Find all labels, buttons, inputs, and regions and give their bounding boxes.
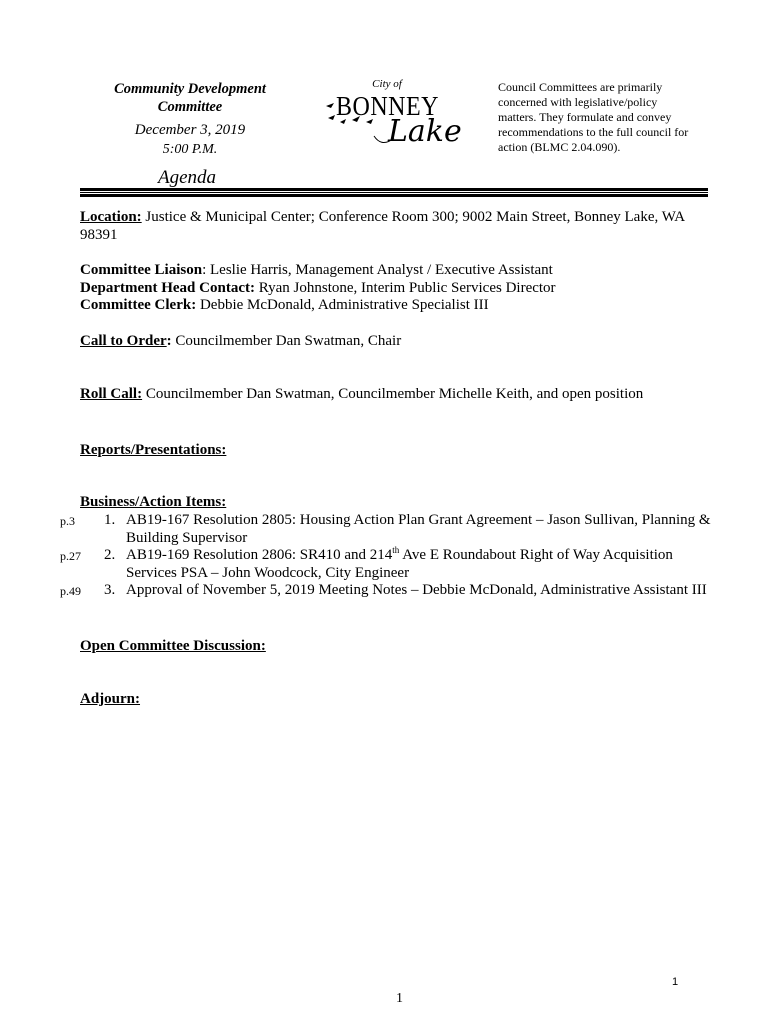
reports-label: Reports/Presentations:	[80, 442, 227, 458]
contacts-section	[80, 262, 720, 315]
item-text-line2: Building Supervisor	[126, 529, 248, 546]
business-label: Business/Action Items:	[80, 494, 227, 510]
logo-bonney: BONNEY	[336, 92, 439, 122]
item-page-ref: p.49	[60, 584, 81, 598]
item-text: AB19-167 Resolution 2805: Housing Action Plan Grant Agreement – Jason Sullivan, Planning &	[126, 512, 711, 528]
meeting-date: December 3, 2019	[134, 122, 246, 138]
open-discussion-label: Open Committee Discussion:	[80, 638, 266, 654]
adjourn-section	[80, 691, 720, 709]
location-value-line2: 98391	[80, 226, 118, 243]
committee-note	[498, 80, 718, 155]
header-divider	[80, 188, 708, 197]
contact-row	[80, 297, 720, 315]
contact-value: Debbie McDonald, Administrative Specialist III	[196, 297, 489, 313]
meeting-time: 5:00 P.M.	[162, 142, 218, 157]
item-text: Approval of November 5, 2019 Meeting Notes – Debbie McDonald, Administrative Assistant III	[126, 582, 707, 598]
note-line: Council Committees are primarily	[498, 80, 663, 94]
call-to-order-label: Call to Order	[80, 333, 167, 349]
bonney-lake-logo	[322, 78, 462, 158]
roll-call-section	[80, 386, 720, 404]
logo-lake: Lake	[388, 114, 462, 149]
agenda-title: Agenda	[158, 167, 217, 188]
contact-value: Ryan Johnstone, Interim Public Services Director	[254, 279, 556, 296]
business-section	[80, 494, 720, 512]
committee-header	[70, 80, 310, 158]
call-to-order-section: Call to Order: Councilmember Dan Swatman, Chair	[80, 333, 402, 349]
item-text-line2: Services PSA – John Woodcock, City Engineer	[126, 564, 410, 581]
contact-label: Committee Liaison	[80, 262, 203, 278]
page-number: 1	[396, 991, 403, 1006]
adjourn-label: Adjourn:	[80, 691, 141, 707]
location-section	[80, 209, 720, 244]
roll-call-label: Roll Call:	[80, 386, 143, 402]
contact-value: Leslie Harris, Management Analyst / Executive Assistant	[206, 262, 553, 278]
contact-label: Committee Clerk:	[80, 297, 197, 313]
contact-label: Department Head Contact:	[80, 279, 255, 296]
committee-name-line2: Committee	[157, 99, 223, 115]
reports-section	[80, 442, 720, 460]
location-label: Location:	[80, 209, 142, 225]
item-number: 3.	[104, 582, 116, 598]
location-value: Justice & Municipal Center; Conference Room 300; 9002 Main Street, Bonney Lake, WA	[141, 209, 686, 225]
open-discussion-section	[80, 638, 720, 656]
contact-row: Committee Liaison: Leslie Harris, Management Analyst / Executive Assistant	[80, 262, 553, 278]
committee-name-line1: Community Development	[114, 81, 266, 97]
logo-city-of: City of	[372, 78, 402, 90]
note-line: matters. They formulate and convey	[498, 110, 672, 124]
item-page-ref: p.27	[60, 549, 81, 563]
roll-call-value: Councilmember Dan Swatman, Councilmember Michelle Keith, and open position	[142, 386, 644, 402]
item-number: 1.	[104, 512, 116, 528]
call-to-order-value: Councilmember Dan Swatman, Chair	[171, 333, 402, 349]
note-line: recommendations to the full council for	[498, 125, 689, 139]
contact-row	[80, 280, 720, 298]
item-number: 2.	[104, 547, 116, 563]
item-page-ref: p.3	[60, 514, 75, 528]
item-text: AB19-169 Resolution 2806: SR410 and 214th Ave E Roundabout Right of Way Acquisition	[126, 545, 673, 563]
page-number-small: 1	[672, 976, 679, 988]
note-line: concerned with legislative/policy	[498, 95, 658, 109]
note-line: action (BLMC 2.04.090).	[498, 140, 621, 154]
